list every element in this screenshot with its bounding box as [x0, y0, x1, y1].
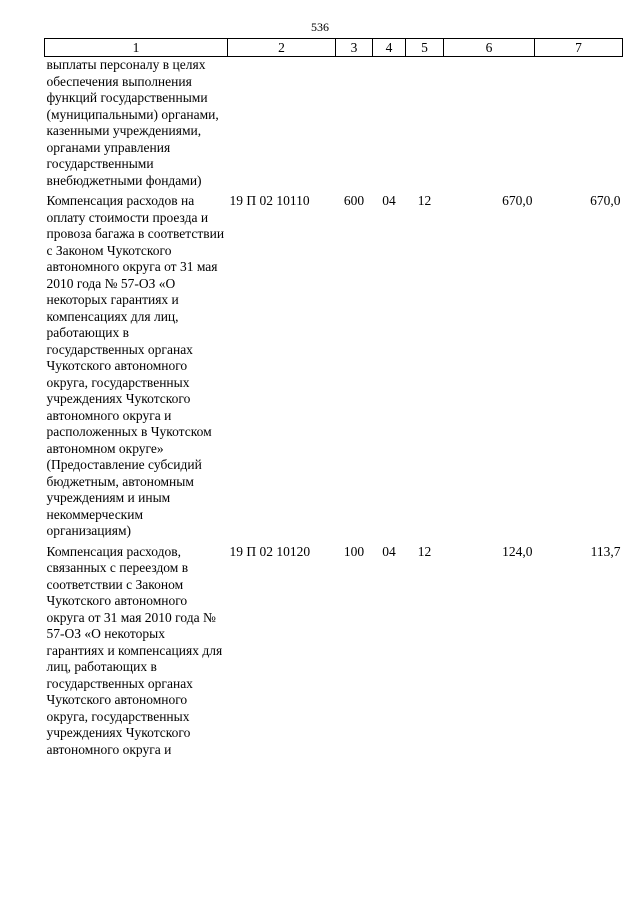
row-vr: 100	[343, 543, 365, 559]
row-pr: 12	[417, 543, 432, 559]
row-sum-2: 670,0	[590, 193, 621, 208]
row-rz: 04	[382, 543, 396, 559]
row-vr	[336, 57, 373, 194]
row-code: 19 П 02 10110	[229, 193, 310, 208]
table-header-row	[45, 39, 623, 57]
row-rz	[373, 57, 406, 194]
column-header-2: 2	[228, 39, 336, 57]
table-row	[45, 57, 623, 194]
row-sum-1: 124,0	[502, 543, 533, 559]
budget-table	[44, 38, 623, 758]
column-header-4: 4	[373, 39, 406, 57]
column-header-1: 1	[45, 39, 228, 57]
page-number: 536	[311, 20, 329, 34]
row-name: выплаты персоналу в целях обеспечения выполнения функций государственными (муниципальными) органами, казенными учреждениями, органами управления государственными внебюджетными фондами)	[46, 57, 219, 188]
column-header-5: 5	[406, 39, 444, 57]
column-header-7: 7	[535, 39, 623, 57]
table-row	[45, 544, 623, 759]
row-sum-2: 113,7	[590, 543, 621, 559]
row-sum-2	[535, 57, 623, 194]
row-vr: 600	[343, 193, 365, 208]
table-row	[45, 193, 623, 544]
row-code	[228, 57, 336, 194]
column-header-6: 6	[444, 39, 535, 57]
row-name: Компенсация расходов на оплату стоимости проезда и провоза багажа в соответствии с Законом Чукотского автономного округа от 31 мая 2010 года № 57-ОЗ «О некоторых гарантиях и компенсациях для лиц, работающих в государственных органах Чукотского автономного округа, государственных учреждениях Чукотского автономного округа и расположенных в Чукотском автономном округе» (Предоставление субсидий бюджетным, автономным учреждениям и иным некоммерческим организациям)	[46, 193, 225, 538]
row-rz: 04	[382, 193, 396, 208]
column-header-3: 3	[336, 39, 373, 57]
row-pr: 12	[417, 193, 432, 208]
row-code: 19 П 02 10120	[229, 543, 311, 559]
row-sum-1	[444, 57, 535, 194]
row-sum-1: 670,0	[502, 193, 533, 208]
row-name: Компенсация расходов, связанных с переездом в соответствии с Законом Чукотского автономного округа от 31 мая 2010 года № 57-ОЗ «О некоторых гарантиях и компенсациях для лиц, работающих в государственных органах Чукотского автономного округа, государственных учреждениях Чукотского автономного округа и	[46, 543, 223, 757]
row-pr	[406, 57, 444, 194]
